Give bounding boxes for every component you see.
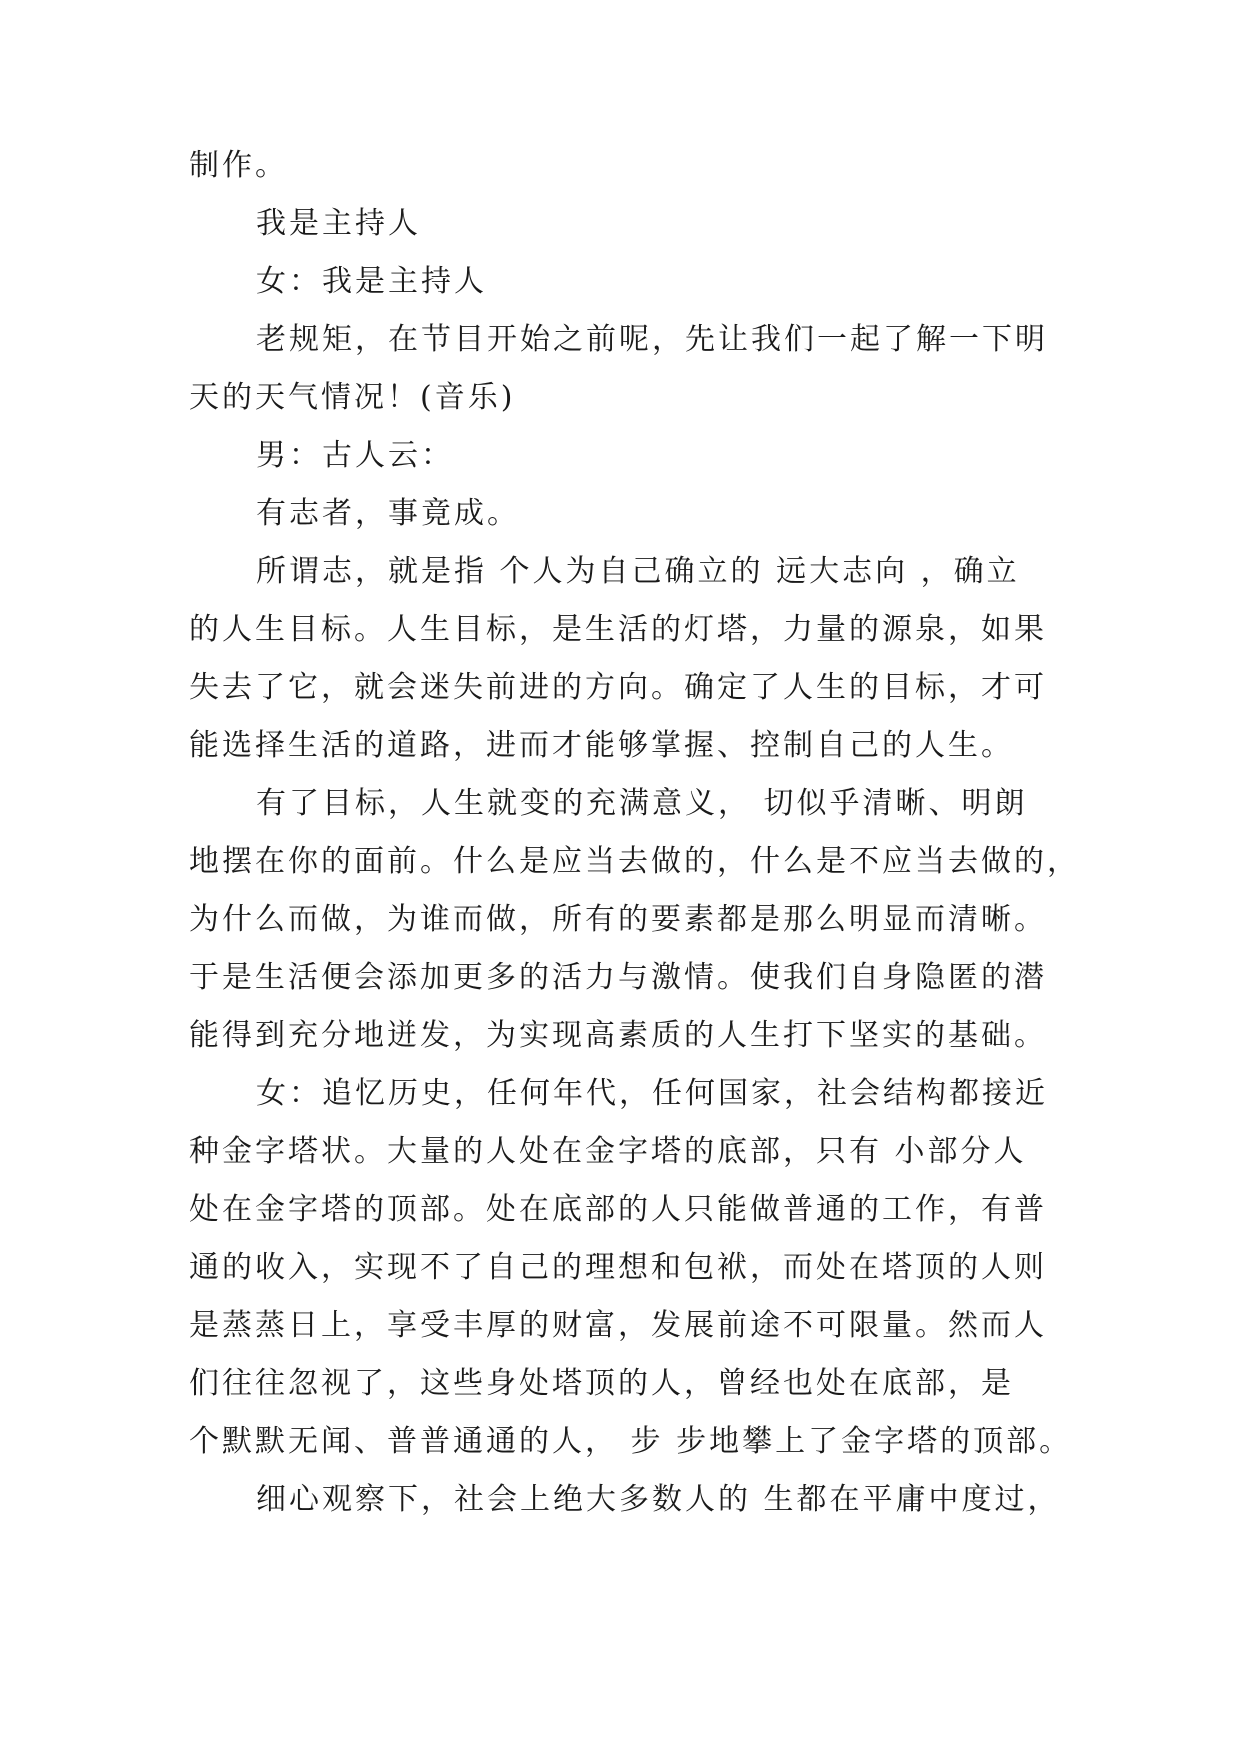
text-line: 地摆在你的面前。什么是应当去做的，什么是不应当去做的， xyxy=(189,844,1080,879)
text-line: 天的天气情况！(音乐) xyxy=(189,380,516,415)
text-line: 的人生目标。人生目标，是生活的灯塔，力量的源泉，如果 xyxy=(189,612,1047,647)
text-line: 老规矩，在节目开始之前呢，先让我们一起了解一下明 xyxy=(256,322,1048,357)
text-line: 通的收入，实现不了自己的理想和包袱，而处在塔顶的人则 xyxy=(189,1250,1047,1285)
text-line: 能得到充分地迸发，为实现高素质的人生打下坚实的基础。 xyxy=(189,1018,1047,1053)
text-line: 女：追忆历史，任何年代，任何国家，社会结构都接近 xyxy=(256,1076,1048,1111)
text-line: 为什么而做，为谁而做，所有的要素都是那么明显而清晰。 xyxy=(189,902,1047,937)
text-line: 种金字塔状。大量的人处在金字塔的底部，只有 小部分人 xyxy=(189,1134,1027,1169)
text-line: 是蒸蒸日上，享受丰厚的财富，发展前途不可限量。然而人 xyxy=(189,1308,1047,1343)
text-line: 制作。 xyxy=(189,148,288,183)
text-line: 能选择生活的道路，进而才能够掌握、控制自己的人生。 xyxy=(189,728,1014,763)
text-line: 有了目标，人生就变的充满意义， 切似乎清晰、明朗 xyxy=(256,786,1028,821)
text-line: 于是生活便会添加更多的活力与激情。使我们自身隐匿的潜 xyxy=(189,960,1047,995)
text-line: 有志者，事竟成。 xyxy=(256,496,520,531)
text-line: 男：古人云： xyxy=(256,438,454,473)
text-line: 我是主持人 xyxy=(256,206,421,241)
text-line: 处在金字塔的顶部。处在底部的人只能做普通的工作，有普 xyxy=(189,1192,1047,1227)
text-line: 们往往忽视了，这些身处塔顶的人，曾经也处在底部，是 xyxy=(189,1366,1014,1401)
text-line: 所谓志，就是指 个人为自己确立的 远大志向 ，确立 xyxy=(256,554,1020,589)
text-line: 女：我是主持人 xyxy=(256,264,487,299)
text-line: 失去了它，就会迷失前进的方向。确定了人生的目标，才可 xyxy=(189,670,1047,705)
text-line: 细心观察下，社会上绝大多数人的 生都在平庸中度过， xyxy=(256,1482,1061,1517)
text-line: 个默默无闻、普普通通的人， 步 步地攀上了金字塔的顶部。 xyxy=(189,1424,1073,1459)
